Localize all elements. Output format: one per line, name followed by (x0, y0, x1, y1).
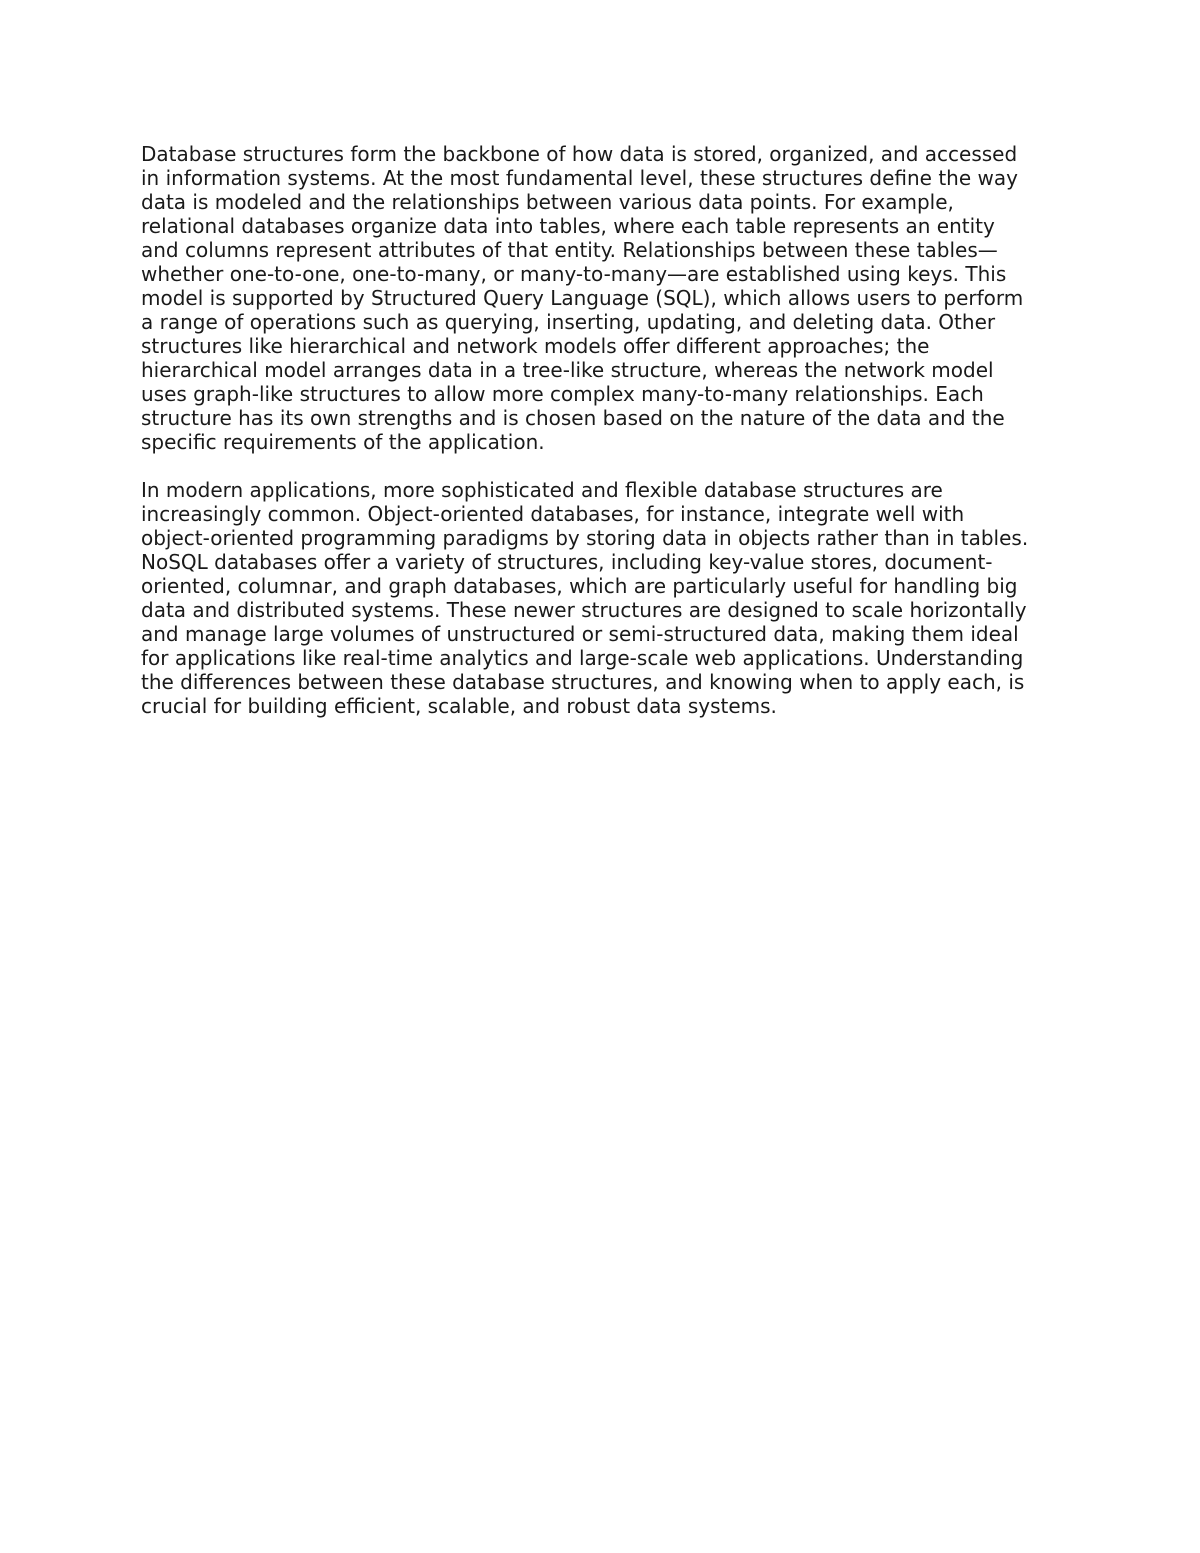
text-line: and columns represent attributes of that entity. Relationships between these tables— (141, 238, 998, 262)
text-line: object-oriented programming paradigms by storing data in objects rather than in tables. (141, 526, 1029, 550)
text-line: relational databases organize data into tables, where each table represents an entity (141, 214, 995, 238)
text-line: In modern applications, more sophisticated and flexible database structures are (141, 478, 943, 502)
text-line: and manage large volumes of unstructured or semi-structured data, making them ideal (141, 622, 1019, 646)
text-line: the differences between these database structures, and knowing when to apply each, is (141, 670, 1025, 694)
text-line: for applications like real-time analytics and large-scale web applications. Understanding (141, 646, 1024, 670)
paragraph-1 (141, 142, 1066, 454)
text-line: NoSQL databases offer a variety of structures, including key-value stores, document- (141, 550, 993, 574)
text-line: increasingly common. Object-oriented databases, for instance, integrate well with (141, 502, 965, 526)
text-line: data is modeled and the relationships between various data points. For example, (141, 190, 954, 214)
text-line: model is supported by Structured Query Language (SQL), which allows users to perform (141, 286, 1024, 310)
paragraph-2 (141, 478, 1066, 718)
text-line: uses graph-like structures to allow more complex many-to-many relationships. Each (141, 382, 984, 406)
text-line: in information systems. At the most fundamental level, these structures define the way (141, 166, 1018, 190)
text-line: crucial for building efficient, scalable, and robust data systems. (141, 694, 777, 718)
text-line: a range of operations such as querying, inserting, updating, and deleting data. Other (141, 310, 996, 334)
text-line: Database structures form the backbone of how data is stored, organized, and accessed (141, 142, 1018, 166)
text-line: oriented, columnar, and graph databases, which are particularly useful for handling big (141, 574, 1018, 598)
text-line: specific requirements of the application. (141, 430, 545, 454)
text-line: hierarchical model arranges data in a tree-like structure, whereas the network model (141, 358, 994, 382)
text-line: structures like hierarchical and network models offer different approaches; the (141, 334, 930, 358)
document-body (141, 142, 1066, 718)
text-line: data and distributed systems. These newer structures are designed to scale horizontally (141, 598, 1027, 622)
text-line: structure has its own strengths and is chosen based on the nature of the data and the (141, 406, 1005, 430)
text-line: whether one-to-one, one-to-many, or many-to-many—are established using keys. This (141, 262, 1007, 286)
